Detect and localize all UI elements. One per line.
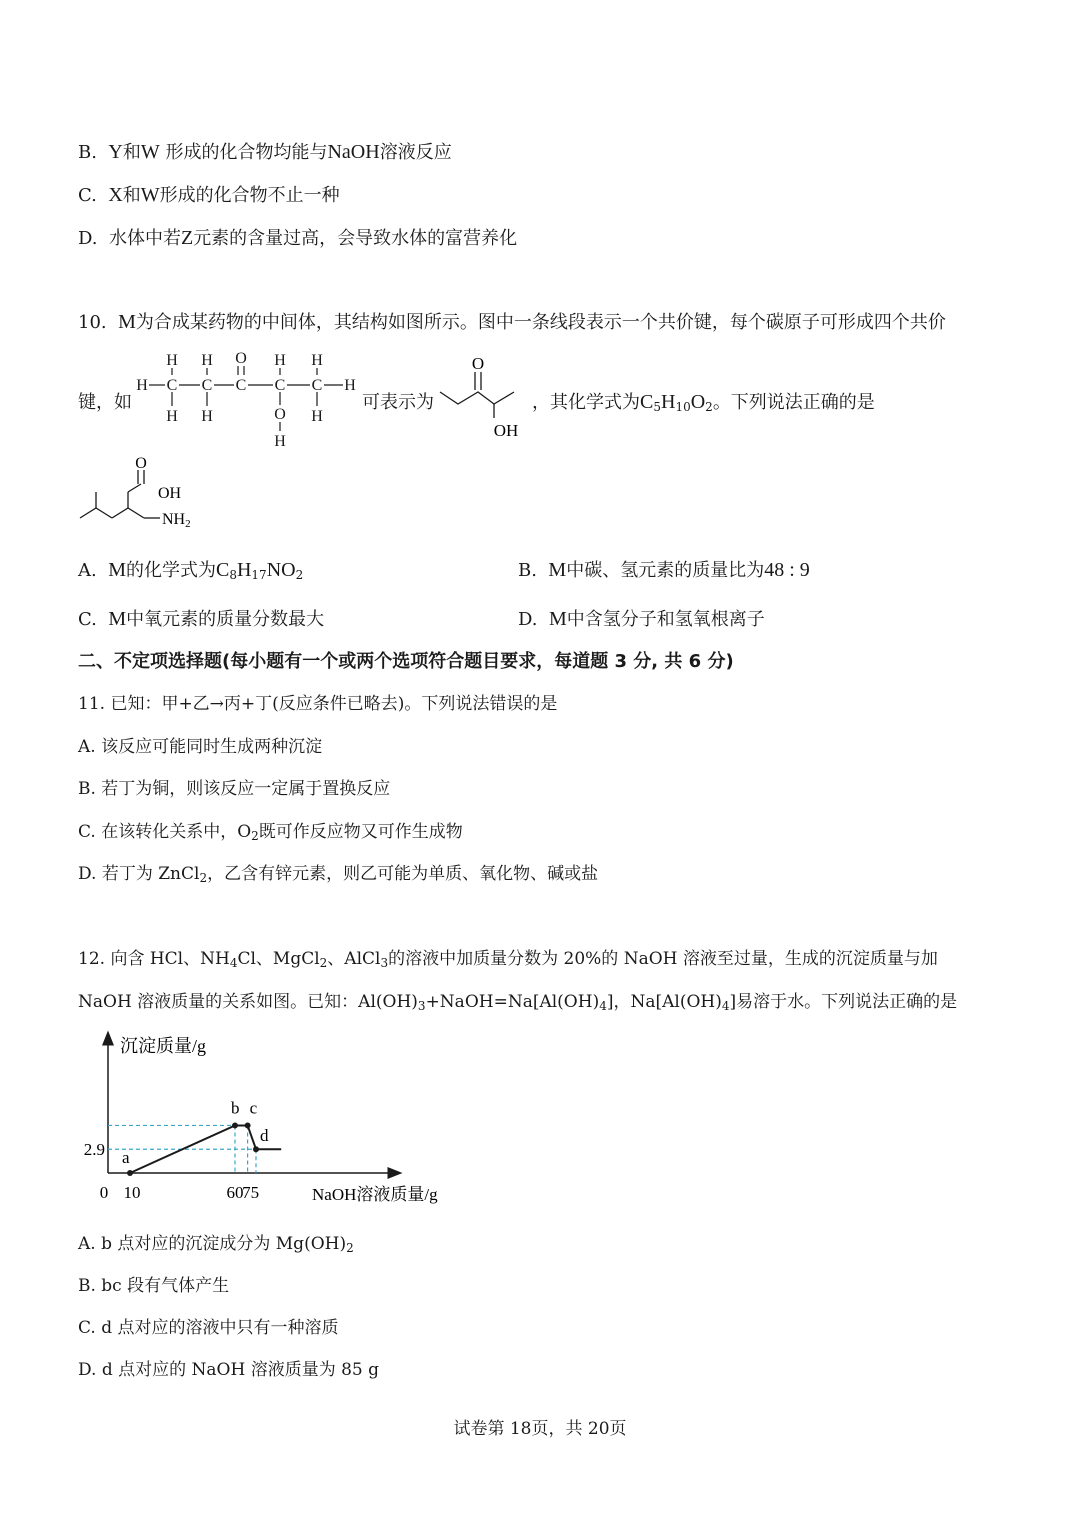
point-label-a: a xyxy=(122,1148,130,1167)
y-tick-2.9: 2.9 xyxy=(83,1140,105,1160)
point-label-d: d xyxy=(260,1126,269,1146)
atom-h: H xyxy=(166,408,178,425)
precipitate-chart xyxy=(70,1030,490,1215)
molecule-m-structure xyxy=(76,456,206,538)
q12-stem-line2: NaOH 溶液质量的关系如图。已知：$Al(OH)_3+NaOH=Na[Al(OH)_4]$，$Na[Al(OH)_4]$易溶于水。下列说法正确的是 xyxy=(78,992,958,1013)
x-tick-10: 10 xyxy=(123,1183,141,1202)
q12-stem-line1: 12. 向含 HCl、$NH_4Cl$、MgCl$_2$、AlCl$_3$的溶液中加质量分数为 20%的 NaOH 溶液至过量，生成的沉淀质量与加 xyxy=(78,949,938,970)
section-heading: 二、不定项选择题(每小题有一个或两个选项符合题目要求，每道题 3 分, 共 6 分) xyxy=(78,651,734,672)
atom-h: H xyxy=(201,408,213,425)
group-oh: OH xyxy=(158,485,182,502)
atom-c: C xyxy=(235,377,247,394)
x-tick-0: 0 xyxy=(99,1183,109,1202)
atom-o: O xyxy=(235,350,247,367)
atom-c: C xyxy=(201,377,213,394)
point-a xyxy=(127,1170,133,1176)
skeletal-formula xyxy=(436,356,530,444)
atom-h: H xyxy=(136,377,148,394)
group-oh: OH xyxy=(493,421,519,440)
atom-h: H xyxy=(274,433,286,450)
atom-h: H xyxy=(274,352,286,369)
q12-option-d: D. d 点对应的 NaOH 溶液质量为 85 g xyxy=(78,1360,380,1380)
q11-stem: 11. 已知：甲+乙→丙+丁(反应条件已略去)。下列说法错误的是 xyxy=(78,694,558,714)
q11-option-c: C. 在该转化关系中，$O_2$既可作反应物又可作生成物 xyxy=(78,822,463,843)
group-nh2: NH2 xyxy=(162,511,191,530)
page-footer: 试卷第 18页，共 20页 xyxy=(453,1419,627,1439)
q11-option-d: D. 若丁为 ZnCl$_2$，乙含有锌元素，则乙可能为单质、氧化物、碱或盐 xyxy=(78,864,599,885)
q12-option-b: B. bc 段有气体产生 xyxy=(78,1276,230,1296)
q10-text-jian: 键，如 xyxy=(78,392,132,413)
q9-option-b: B. Y和W 形成的化合物均能与NaOH溶液反应 xyxy=(78,141,452,163)
point-label-c: c xyxy=(249,1098,258,1118)
q11-option-a: A. 该反应可能同时生成两种沉淀 xyxy=(78,737,323,757)
atom-c: C xyxy=(311,377,323,394)
atom-o: O xyxy=(274,406,286,423)
atom-c: C xyxy=(166,377,178,394)
q10-formula-text: ，其化学式为$C_5H_{10}O_2$。下列说法正确的是 xyxy=(532,391,875,414)
atom-h: H xyxy=(201,352,213,369)
atom-h: H xyxy=(166,352,178,369)
atom-h: H xyxy=(311,408,323,425)
q10-option-c: C. M中氧元素的质量分数最大 xyxy=(78,608,325,630)
structural-formula xyxy=(132,344,362,452)
point-d xyxy=(253,1146,259,1152)
q9-option-c: C. X和W形成的化合物不止一种 xyxy=(78,184,340,206)
point-b xyxy=(232,1122,238,1128)
q12-option-c: C. d 点对应的溶液中只有一种溶质 xyxy=(78,1318,339,1338)
q10-stem-line1: 10. M为合成某药物的中间体，其结构如图所示。图中一条线段表示一个共价键，每个碳原子可形成四个共价 xyxy=(78,311,946,333)
x-tick-60: 60 xyxy=(226,1183,244,1202)
x-tick-75: 75 xyxy=(242,1183,260,1202)
atom-o: O xyxy=(135,456,147,472)
atom-h: H xyxy=(344,377,356,394)
point-label-b: b xyxy=(231,1098,240,1118)
point-c xyxy=(245,1122,251,1128)
atom-o: O xyxy=(471,356,485,373)
q10-text-kebiaoshi: 可表示为 xyxy=(362,392,434,413)
atom-c: C xyxy=(274,377,286,394)
q10-option-a: A. M的化学式为$C_8H_{17}NO_2$ xyxy=(78,559,304,582)
q10-option-d: D. M中含氢分子和氢氧根离子 xyxy=(518,608,765,630)
q12-option-a: A. b 点对应的沉淀成分为 $Mg(OH)_2$ xyxy=(78,1234,354,1255)
q10-option-b: B. M中碳、氢元素的质量比为48 : 9 xyxy=(518,559,810,581)
y-axis-label: 沉淀质量/g xyxy=(120,1036,207,1056)
q9-option-d: D. 水体中若Z元素的含量过高，会导致水体的富营养化 xyxy=(78,227,518,249)
q11-option-b: B. 若丁为铜，则该反应一定属于置换反应 xyxy=(78,779,391,799)
x-axis-label: NaOH溶液质量/g xyxy=(312,1185,438,1204)
atom-h: H xyxy=(311,352,323,369)
